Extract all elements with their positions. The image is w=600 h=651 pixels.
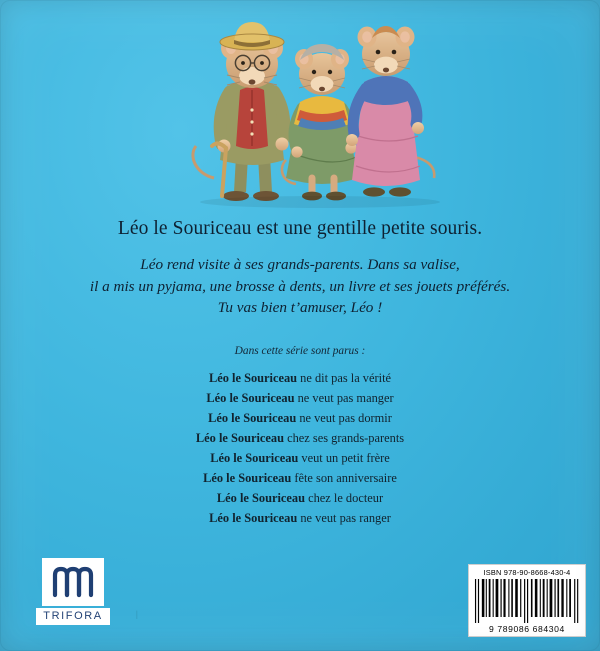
three-mice-family-illustration <box>0 6 600 211</box>
list-item <box>0 428 600 448</box>
logo-box <box>42 558 104 606</box>
barcode-digits: 9 789086 684304 <box>489 624 565 634</box>
series-title-rest: chez le docteur <box>305 491 384 506</box>
series-title-bold: Léo le Souriceau <box>216 491 305 506</box>
series-list <box>0 368 600 529</box>
blurb-line-1: Léo rend visite à ses grands-parents. Dans sa valise, <box>140 256 460 273</box>
barcode <box>468 564 586 637</box>
list-item <box>0 368 600 388</box>
mother-mouse <box>346 26 434 197</box>
series-title-bold: Léo le Souriceau <box>195 431 285 446</box>
series-title-bold: Léo le Souriceau <box>208 370 298 385</box>
series-title-bold: Léo le Souriceau <box>203 471 292 486</box>
series-title-rest: chez ses grands-parents <box>284 431 405 446</box>
series-title-bold: Léo le Souriceau <box>209 511 298 526</box>
series-title-rest: ne dit pas la vérité <box>297 370 392 385</box>
isbn-label: ISBN 978-90-8668-430-4 <box>483 568 571 577</box>
list-item <box>0 448 600 468</box>
blurb <box>40 254 560 319</box>
series-intro: Dans cette série sont parus : <box>234 344 366 357</box>
grandfather-mouse <box>193 22 289 201</box>
series-title-rest: veut un petit frère <box>298 451 390 466</box>
list-item <box>0 468 600 488</box>
list-item <box>0 508 600 528</box>
faint-print-mark: | <box>136 609 138 619</box>
list-item <box>0 388 600 408</box>
list-item <box>0 408 600 428</box>
series-title-bold: Léo le Souriceau <box>208 410 297 425</box>
grandmother-mouse <box>282 44 358 200</box>
series-title-rest: ne veut pas ranger <box>297 511 391 526</box>
series-title-bold: Léo le Souriceau <box>210 451 299 466</box>
publisher-name: TRIFORA <box>36 608 110 625</box>
back-cover-text <box>0 218 600 544</box>
blurb-line-2: il a mis un pyjama, une brosse à dents, un livre et ses jouets préférés. <box>89 277 511 295</box>
publisher-logo <box>36 558 110 625</box>
headline: Léo le Souriceau est une gentille petite souris. <box>117 218 483 239</box>
blurb-line-3: Tu vas bien t’amuser, Léo ! <box>217 299 383 317</box>
barcode-bars <box>473 579 581 623</box>
series-title-rest: ne veut pas manger <box>294 390 394 405</box>
list-item <box>0 488 600 508</box>
series-title-rest: fête son anniversaire <box>291 471 397 486</box>
trifora-m-icon <box>50 565 96 599</box>
series-title-rest: ne veut pas dormir <box>296 410 392 425</box>
series-title-bold: Léo le Souriceau <box>206 390 295 405</box>
